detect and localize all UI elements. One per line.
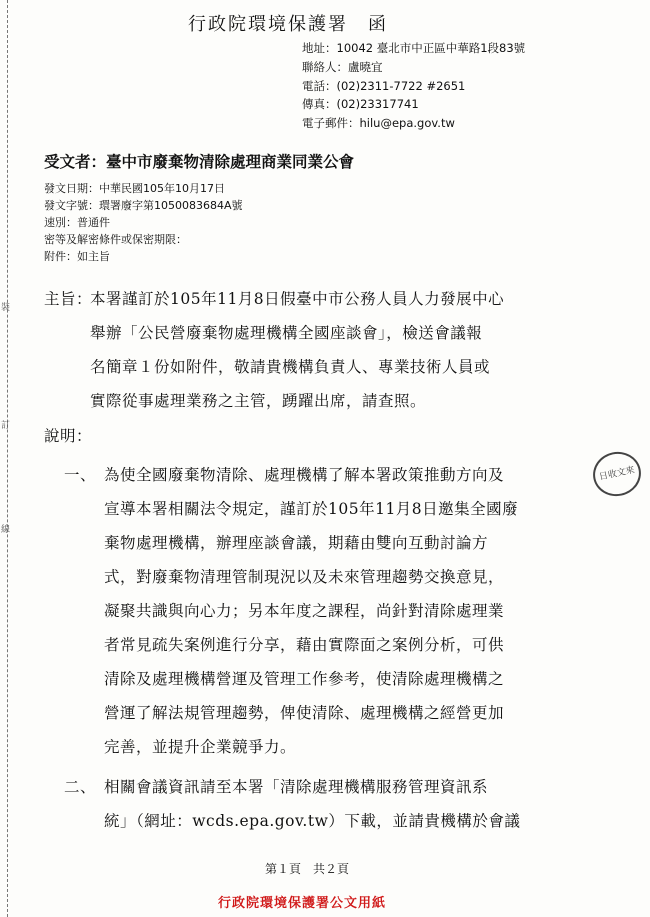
item-line: 凝聚共識與向心力；另本年度之課程，尚針對清除處理業 bbox=[104, 602, 505, 620]
item-line: 相關會議資訊請至本署「清除處理機構服務管理資訊系 bbox=[104, 778, 489, 796]
attachment: 附件：如主旨 bbox=[44, 250, 110, 263]
item-line: 營運了解法規管理趨勢，俾使清除、處理機構之經營更加 bbox=[104, 704, 505, 722]
subject-line: 名簡章１份如附件，敬請貴機構負責人、專業技術人員或 bbox=[90, 358, 491, 376]
explanation-label: 說明： bbox=[44, 427, 93, 445]
subject-line: 實際從事處理業務之主管，踴躍出席，請查照。 bbox=[90, 392, 427, 410]
recipient: 受文者：臺中市廢棄物清除處理商業同業公會 bbox=[44, 153, 355, 171]
item-line: 棄物處理機構，辦理座談會議，期藉由雙向互動討論方 bbox=[104, 534, 489, 552]
page-number: 第１頁 共２頁 bbox=[265, 862, 350, 876]
issue-date: 發文日期：中華民國105年10月17日 bbox=[44, 182, 225, 195]
binding-mark: 裝 bbox=[1, 303, 11, 313]
subject-line: 舉辦「公民營廢棄物處理機構全國座談會」，檢送會議報 bbox=[90, 324, 483, 342]
subject-line: 本署謹訂於105年11月8日假臺中市公務人員人力發展中心 bbox=[90, 290, 505, 308]
item-line: 統」（網址：wcds.epa.gov.tw）下載，並請貴機構於會議 bbox=[104, 812, 521, 830]
delivery-speed: 速別：普通件 bbox=[44, 216, 110, 229]
item-line: 者常見疏失案例進行分享，藉由實際面之案例分析，可供 bbox=[104, 636, 505, 654]
document-number: 發文字號：環署廢字第1050083684A號 bbox=[44, 199, 243, 212]
binding-mark: 線 bbox=[1, 525, 11, 535]
item-marker: 二、 bbox=[64, 778, 97, 796]
document-title: 行政院環境保護署 函 bbox=[188, 14, 388, 35]
secrecy-level: 密等及解密條件或保密期限： bbox=[44, 233, 187, 246]
item-line: 式，對廢棄物清理管制現況以及未來管理趨勢交換意見， bbox=[104, 568, 505, 586]
sender-phone: 電話：(02)2311-7722 #2651 bbox=[302, 79, 466, 93]
subject-label: 主旨： bbox=[44, 290, 93, 308]
item-marker: 一、 bbox=[64, 466, 97, 484]
item-line: 宣導本署相關法令規定，謹訂於105年11月8日邀集全國廢 bbox=[104, 500, 519, 518]
receipt-stamp: 日收文來 bbox=[589, 447, 645, 500]
sender-email: 電子郵件：hilu@epa.gov.tw bbox=[302, 116, 455, 130]
item-line: 完善，並提升企業競爭力。 bbox=[104, 738, 297, 756]
sender-contact: 聯絡人：盧曉宜 bbox=[302, 60, 383, 74]
item-line: 為使全國廢棄物清除、處理機構了解本署政策推動方向及 bbox=[104, 466, 505, 484]
binding-mark: 訂 bbox=[1, 421, 11, 431]
sender-address: 地址：10042 臺北市中正區中華路1段83號 bbox=[302, 41, 526, 55]
binding-dashed-line bbox=[7, 0, 8, 917]
item-line: 清除及處理機構營運及管理工作參考，使清除處理機構之 bbox=[104, 670, 505, 688]
footer-brand: 行政院環境保護署公文用紙 bbox=[218, 896, 387, 911]
sender-fax: 傳真：(02)23317741 bbox=[302, 97, 419, 111]
